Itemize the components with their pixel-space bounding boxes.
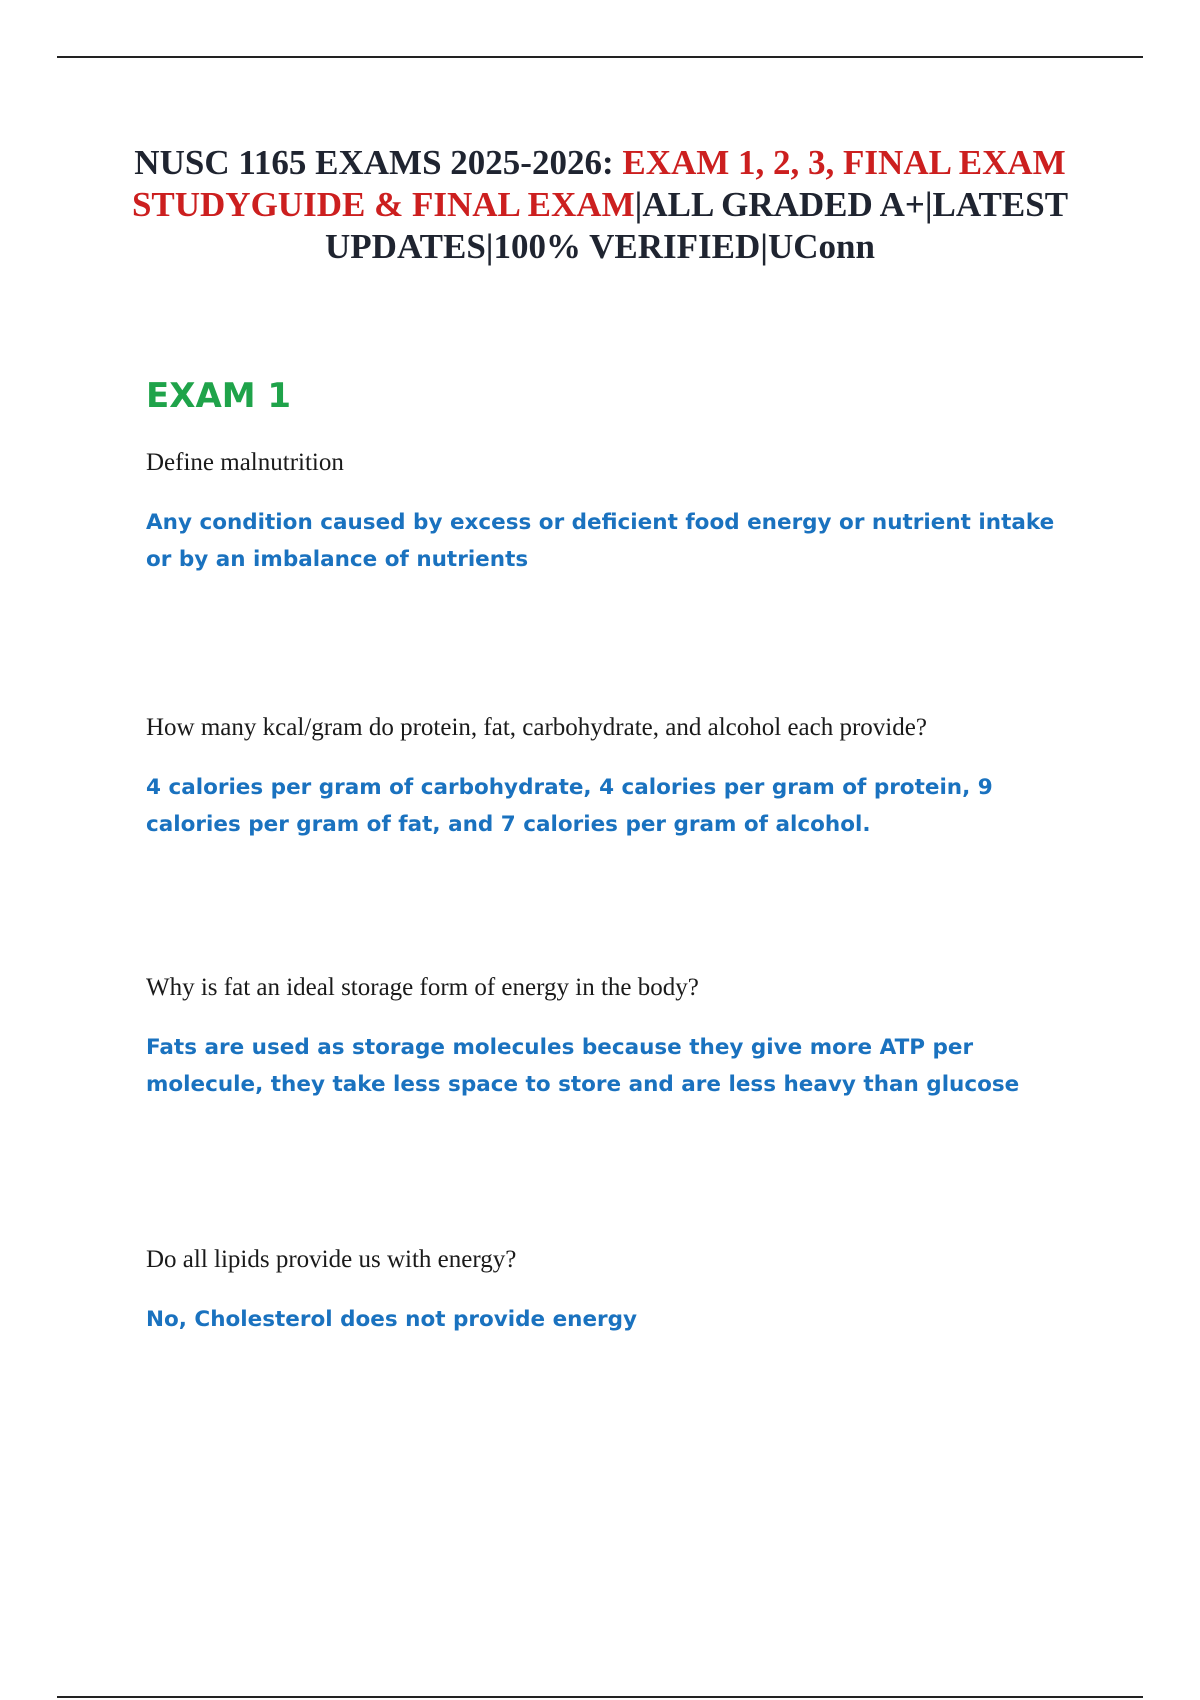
answer-text: Any condition caused by excess or deficient food energy or nutrient intake or by an imbalance of nutrients <box>146 510 1055 572</box>
qa-item-lipids-energy <box>146 1243 1086 1338</box>
answer-text: 4 calories per gram of carbohydrate, 4 calories per gram of protein, 9 calories per gram of fat, and 7 calories per gram of alcohol. <box>146 775 993 837</box>
answer-text: Fats are used as storage molecules because they give more ATP per molecule, they take less space to store and are less heavy than glucose <box>146 1035 1020 1097</box>
qa-item-kcal-per-gram <box>146 711 1086 843</box>
title-tagline-part: |ALL GRADED A+|LATEST UPDATES|100% VERIFIED|UConn <box>325 185 1069 266</box>
qa-item-malnutrition <box>146 446 1086 578</box>
question-text: How many kcal/gram do protein, fat, carbohydrate, and alcohol each provide? <box>146 714 927 741</box>
question-text: Why is fat an ideal storage form of energy in the body? <box>146 974 699 1001</box>
section-heading-exam-1: EXAM 1 <box>146 376 292 416</box>
title-course-part: NUSC 1165 EXAMS 2025-2026: <box>134 143 623 182</box>
top-divider <box>57 56 1143 58</box>
title-exams-highlight: EXAM 1, 2, 3, FINAL EXAM STUDYGUIDE & FINAL EXAM <box>131 143 1066 224</box>
bottom-divider <box>57 1696 1143 1698</box>
question-text: Do all lipids provide us with energy? <box>146 1246 517 1273</box>
qa-item-fat-storage <box>146 971 1086 1103</box>
document-title <box>130 142 1070 268</box>
question-text: Define malnutrition <box>146 449 344 476</box>
answer-text: No, Cholesterol does not provide energy <box>146 1307 638 1332</box>
